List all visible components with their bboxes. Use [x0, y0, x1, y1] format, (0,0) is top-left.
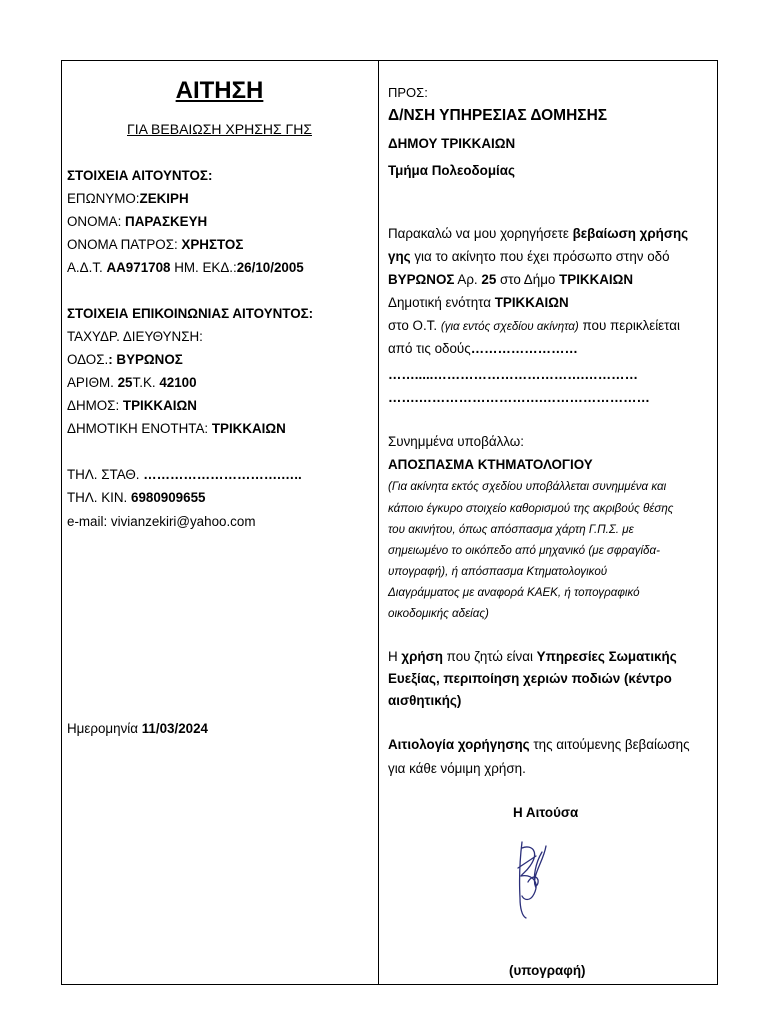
request-text-4b: ΤΡΙΚΚΑΙΩΝ [494, 295, 569, 310]
note-line-1: (Για ακίνητα εκτός σχεδίου υποβάλλεται συνημμένα και [388, 480, 667, 493]
name-label: ΟΝΟΜΑ: [67, 214, 126, 229]
tk-label: Τ.Κ. [132, 375, 160, 390]
surname-label: ΕΠΩΝΥΜΟ: [67, 191, 140, 206]
dept-line-3: Τμήμα Πολεοδομίας [388, 163, 515, 178]
landline-line [67, 466, 302, 483]
mobile-value: 6980909655 [131, 490, 206, 505]
request-text-5c: που περικλείεται [578, 318, 680, 333]
email-label: e-mail: [67, 514, 111, 529]
attach-label: Συνημμένα υποβάλλω: [388, 434, 524, 449]
applicant-signature-label: Η Αιτούσα [513, 805, 579, 820]
note-line-4: σημειωμένο το οικόπεδο από μηχανικό (με σφραγίδα- [388, 544, 660, 557]
municipality-line [67, 397, 197, 414]
request-text-5b: (για εντός σχεδίου ακίνητα) [440, 320, 579, 333]
request-text-5a: στο Ο.Τ. [388, 318, 441, 333]
date-line [67, 720, 208, 737]
father-value: ΧΡΗΣΤΟΣ [181, 237, 244, 252]
dots-line-2: …….……………………….…………………… [388, 390, 650, 405]
street-line [67, 351, 183, 368]
request-line-4 [388, 294, 569, 311]
reason-text-b: της αιτούμενης βεβαίωσης [529, 737, 690, 752]
reason-line-2: για κάθε νόμιμη χρήση. [388, 761, 526, 776]
request-line-2 [388, 248, 670, 265]
reason-line-1 [388, 736, 690, 753]
name-line [67, 213, 207, 230]
use-line-2: Ευεξίας, περιποίηση χεριών ποδιών (κέντρο [388, 671, 672, 686]
dots-line-1: …….....…………………………….………… [388, 367, 638, 382]
request-text-2b: για το ακίνητο που έχει πρόσωπο στην οδό [410, 249, 670, 264]
unit-value: ΤΡΙΚΚΑΙΩΝ [211, 421, 286, 436]
unit-line [67, 420, 286, 437]
street-value: : ΒΥΡΩΝΟΣ [108, 352, 183, 367]
municipality-value: ΤΡΙΚΚΑΙΩΝ [122, 398, 197, 413]
number-line [67, 374, 197, 391]
dept-line-2: ΔΗΜΟΥ ΤΡΙΚΚΑΙΩΝ [388, 136, 516, 151]
note-line-2: κάποιο έγκυρο στοιχείο καθορισμού της ακριβούς θέσης [388, 502, 674, 515]
request-text-4a: Δημοτική ενότητα [388, 295, 495, 310]
name-value: ΠΑΡΑΣΚΕΥΗ [125, 214, 208, 229]
email-value: vivianzekiri@yahoo.com [110, 514, 256, 529]
note-line-5: υπογραφή), ή απόσπασμα Κτηματολογικού [388, 565, 608, 578]
request-text-3e: ΤΡΙΚΚΑΙΩΝ [559, 272, 634, 287]
request-text-3d: στο Δήμο [496, 272, 560, 287]
use-line-3: αισθητικής) [388, 693, 462, 708]
id-line [67, 259, 304, 276]
date-value: 11/03/2024 [141, 721, 208, 736]
email-line [67, 513, 255, 530]
request-text-1b: βεβαίωση χρήσης [572, 226, 689, 241]
request-text-2a: γης [388, 249, 411, 264]
use-text-b: χρήση [401, 649, 443, 664]
column-divider [378, 60, 379, 985]
father-line [67, 236, 243, 253]
request-text-6a: από τις οδούς [388, 341, 471, 356]
signature-caption: (υπογραφή) [509, 963, 586, 978]
municipality-label: ΔΗΜΟΣ: [67, 398, 123, 413]
tk-value: 42100 [159, 375, 197, 390]
street-label: ΟΔΟΣ. [67, 352, 109, 367]
surname-value: ΖΕΚΙΡΗ [139, 191, 189, 206]
mobile-label: ΤΗΛ. ΚΙΝ. [67, 490, 131, 505]
postal-label: ΤΑΧΥΔΡ. ΔΙΕΥΘΥΝΣΗ: [67, 329, 203, 344]
use-text-d: Υπηρεσίες Σωματικής [536, 649, 677, 664]
handwritten-signature [506, 838, 550, 920]
id-value: ΑΑ971708 [106, 260, 171, 275]
to-label: ΠΡΟΣ: [388, 85, 428, 100]
request-text-3b: Αρ. [454, 272, 482, 287]
request-text-6b: …………………… [470, 341, 578, 356]
use-line-1 [388, 648, 677, 665]
dept-line-1: Δ/ΝΣΗ ΥΠΗΡΕΣΙΑΣ ΔΟΜΗΣΗΣ [388, 107, 608, 124]
use-text-c: που ζητώ είναι [442, 649, 537, 664]
number-label: ΑΡΙΘΜ. [67, 375, 118, 390]
note-line-7: οικοδομικής αδείας) [388, 607, 489, 620]
surname-line [67, 190, 189, 207]
issue-value: 26/10/2005 [236, 260, 304, 275]
id-label: Α.Δ.Τ. [67, 260, 107, 275]
form-title: ΑΙΤΗΣΗ [175, 77, 264, 104]
landline-value: ………………………….….. [143, 467, 302, 482]
father-label: ΟΝΟΜΑ ΠΑΤΡΟΣ: [67, 237, 182, 252]
request-text-3a: ΒΥΡΩΝΟΣ [388, 272, 455, 287]
unit-label: ΔΗΜΟΤΙΚΗ ΕΝΟΤΗΤΑ: [67, 421, 212, 436]
request-line-6 [388, 340, 578, 357]
number-value: 25 [117, 375, 133, 390]
reason-text-a: Αιτιολογία χορήγησης [388, 737, 530, 752]
request-text-3c: 25 [481, 272, 497, 287]
applicant-heading: ΣΤΟΙΧΕΙΑ ΑΙΤΟΥΝΤΟΣ: [67, 168, 213, 183]
date-label: Ημερομηνία [67, 721, 142, 736]
note-line-6: Διαγράμματος με αναφορά ΚΑΕΚ, ή τοπογραφικό [388, 586, 640, 599]
landline-label: ΤΗΛ. ΣΤΑΘ. [67, 467, 144, 482]
request-line-3 [388, 271, 633, 288]
request-line-1 [388, 225, 688, 242]
use-text-a: Η [388, 649, 402, 664]
request-text-1a: Παρακαλώ να μου χορηγήσετε [388, 226, 573, 241]
note-line-3: του ακινήτου, όπως απόσπασμα χάρτη Γ.Π.Σ. με [388, 523, 634, 536]
contact-heading: ΣΤΟΙΧΕΙΑ ΕΠΙΚΟΙΝΩΝΙΑΣ ΑΙΤΟΥΝΤΟΣ: [67, 306, 314, 321]
issue-label: ΗΜ. ΕΚΔ.: [170, 260, 237, 275]
request-line-5 [388, 317, 680, 335]
form-subtitle: ΓΙΑ ΒΕΒΑΙΩΣΗ ΧΡΗΣΗΣ ΓΗΣ [127, 121, 312, 137]
attach-value: ΑΠΟΣΠΑΣΜΑ ΚΤΗΜΑΤΟΛΟΓΙΟΥ [388, 457, 593, 472]
mobile-line [67, 489, 205, 506]
